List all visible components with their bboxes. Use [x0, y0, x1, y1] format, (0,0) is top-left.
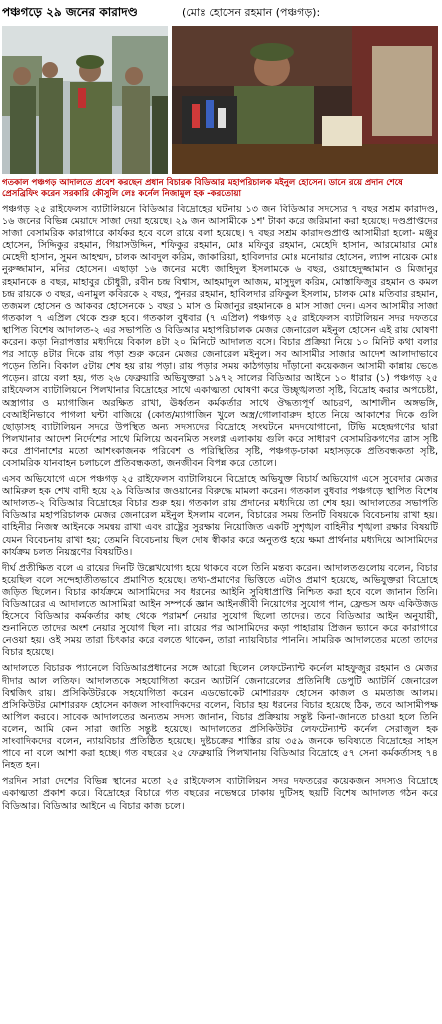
article-header: [2, 2, 438, 22]
paragraph: পরদিন সারা দেশের বিভিন্ন স্থানের মতো ২৫ রাইফেলস ব্যাটালিয়ন সদর দফতরের কয়েকজন সদস্যও বিদ্রোহে একাত্মতা প্রকাশ করে। বিদ্রোহের বিচারে গত বছরের নভেম্বরে ঢাকায় দুটিসহ ছয়টি বিশেষ আদালত গঠন করে বিডিআর। বিডিআর আইনে এ বিচার কাজ চলে।: [2, 776, 438, 812]
byline: (মোঃ হোসেন রহমান (পঞ্চগড়):: [181, 6, 321, 19]
paragraph: দীর্ঘ প্রতীক্ষিত বলে এ রায়ের দিনটি উল্লেখযোগ্য হয়ে থাকবে বলে তিনি মন্তব্য করেন। আদালতগুলোয় বলেন, বিচার হয়েছিল বলে সন্দেহাতীতভাবে প্রমাণিত হয়েছে। তথ্য-প্রমাণের ভিত্তিতে এটাও প্রমাণ হয়েছে, অভিযুক্তরা বিদ্রোহে জড়িত ছিলেন। বিচার কার্যক্রমে আসামিদের সব ধরনের আইনি সুবিধাপ্রাপ্তি নিশ্চিত করা হবে বলে জানান তিনি। বিডিআরের এ আদালতে আসামিরা আইন সম্পর্কে জ্ঞান আইনজীবী নিয়োগের সুযোগ পান, ফ্রেন্ডস অফ একিউজড হিসেবে বিডিআর কর্মকর্তার কাছ থেকে পরামর্শ নেয়ার সুযোগ ছিলো তাদের। তবে বিডিআর আইন অনুযায়ী, শুনানিতে তাদের অংশ নেয়ার সুযোগ ছিল না। রায়ের পর আসামিদের কড়া পাহারায় প্রিজন ভ্যানে করে কারাগারে নেওয়া হয়। ওই সময় তারা চিৎকার করে বলতে থাকেন, তারা ন্যায়বিচার পাননি। সামরিক আদালতের মতো তাদের বিচার হয়েছে।: [2, 562, 438, 659]
photo-caption: গতকাল পঞ্চগড় আদালতে প্রবেশ করছেন প্রধান বিচারক বিডিআর মহাপরিচালক মইনুল হোসেন। ডানে রয়ে প্রদান শেষে প্রেসব্রিফিং করেন সরকারি কৌসুলি লেঃ কর্নেল নিজামুল হক -করতোয়া: [2, 178, 403, 199]
article-body: [2, 204, 438, 1022]
photo-general-entering-court: [2, 26, 168, 174]
photo-press-briefing: [172, 26, 438, 174]
photo-strip: [2, 26, 438, 174]
headline: পঞ্চগড়ে ২৯ জনের কারাদণ্ড: [2, 5, 138, 19]
paragraph: এসব অভিযোগে এসে পঞ্চগড় ২৫ রাইফেলস ব্যাটালিয়নে বিদ্রোহে অভিযুক্ত বিচার্য অভিযোগ এসে সুবেদার মেজর আমিরুল হক শেখ বাদী হয়ে ২৯ বিডিআর জওয়ানের বিরুদ্ধে মামলা করেন। গতকাল বুধবার পঞ্চগড়ে স্থাপিত বিশেষ আদালত-২ বিডিআর বিদ্রোহের বিচার শুরু হয়। গতকাল রায় প্রদানের মধ্যদিয়ে তা শেষ হয়। আদালতের সভাপতি বিডিআর মহাপরিচালক মেজর জেনারেল মইনুল ইসলাম বলেন, বিচারের সময় তিনটি বিষয়কে বিবেচনায় রাখা হয়। বাহিনীর নিজস্ব আইনকে সমন্বয় রাখা এবং রাষ্ট্রের সুরক্ষায় নিয়োজিত একটি সুশৃঙ্খল বাহিনীর শৃঙ্খলা রক্ষার বিষয়টি যেমন বিবেচনায় রাখা হয়; তেমনি বিবেচনায় ছিল দোষ স্বীকার করে অনুতপ্ত হয়ে ক্ষমা প্রার্থনার মধ্যদিয়ে আসামিদের কার্যক্রম চলত নিয়ন্ত্রণের বিষয়টিও।: [2, 474, 438, 558]
paragraph: আদালতে বিচারক প্যানেলে বিডিআরপ্রধানের সঙ্গে আরো ছিলেন লেফটেন্যান্ট কর্নেল মাহফুজুর রহমান ও মেজর দীদার আল লতিফ। আদালতকে সহযোগিতা করেন অ্যাটর্নি জেনারেলের প্রতিনিধি ডেপুটি অ্যাটর্নি জেনারেল বিশ্বজিৎ রায়। প্রসিকিউটরকে সহযোগিতা করেন এডভোকেট মোশাররফ হোসেন কাজল ও মমতাজ আলম। প্রসিকিউটর মোশাররফ হোসেন কাজল সাংবাদিকদের বলেন, বিচার হয় ধরনের বিচার হয়েছে ঠিক, তবে আসামীপক্ষ আপিল করবে। সাবেক আদালতের অন্যতম সদস্য জানান, বিচার প্রক্রিয়ায় সন্তুষ্ট কিনা-জানতে চাওয়া হলে তিনি বলেন, আমি কেন সারা জাতি সন্তুষ্ট হয়েছে। আদালতের প্রসিকিউটর লেফটেন্যান্ট কর্নেল সেরাজুল হক সাংবাদিকদের বলেন, ন্যায়বিচার প্রতিষ্ঠিত হয়েছে। দুষ্টচক্রের শাস্তির রায় ৩৫৯ জনকে ভবিষ্যতে বিদ্রোহের সাহস পাবে না বলে আশা করা হচ্ছে। গত বছরের ২৫ ফেব্রুয়ারি পিলখানায় বিডিআর বিদ্রোহে ৫৭ সেনা কর্মকর্তাসহ ৭৪ নিহত হন।: [2, 663, 438, 772]
paragraph: পঞ্চগড় ২৫ রাইফেলস ব্যাটালিয়নে বিডিআর বিদ্রোহের ঘটনায় ১৩ জন বিডিআর সদস্যের ৭ বছর সশ্রম কারাদণ্ড, ১৬ জনের বিভিন্ন মেয়াদে সাজা দেয়া হয়েছে। ২৯ জন আসামীকে ১শ' টাকা করে জরিমানা করা হয়েছে। দণ্ডপ্রাপ্তদের সাজা বেসামরিক কারাগারে কার্যকর হবে বলে রায়ে বলা হয়েছে। ৭ বছর সশ্রম কারাদণ্ডপ্রাপ্ত আসামীরা হলো- মঞ্জুর হোসেন, সিদ্দিকুর রহমান, গিয়াসউদ্দিন, শফিকুর রহমান, মোঃ মফিবুর রহমান, মেহেদি হাসান, আরমোয়ার মোঃ মেহেদী হাসান, সুমন আহম্মদ, চালক আবদুল করিম, জাকারিয়া, হাবিলদার মোঃ মনোয়ার হোসেন, ল্যান্স নায়েক মোঃ নুরুজ্জামান, মনির হোসেন। এছাড়া ১৬ জনের মধ্যে জাহিদুল ইসলামকে ৬ বছর, ওয়াহেদুজ্জামান ও মিজানুর রহমানকে ৪ বছর, মাহাবুর চৌধুরী, রবীন চন্দ্র বিশ্বাস, আহমাদুল আজম, মাসুদুল করিম, মোস্তাফিজুর রহমান ও কমল চন্দ্র রায়কে ৩ বছর, এনামুল কবিরকে ২ বছর, পুনরর রহমান, হাবিলদার রফিকুল ইসলাম, চালক মোঃ মতিবার রহমান, তজমল হোসেন ও আকবর হোসেনকে ১ বছর ১ মাস ও মিজানুর রহমানকে ৪ মাস সাজা দেন। এসব আসামীর সাজা গতকাল ৭ এপ্রিল থেকে শুরু হবে। গতকাল বুধবার (৭ এপ্রিল) পঞ্চগড় ২৫ রাইফেলস ব্যাটালিয়ন সদর দফতরে স্থাপিত বিশেষ আদালত-২ এর সভাপতি ও বিডিআর মহাপরিচালক মেজর জেনারেল মইনুল হোসেন এই রায় ঘোষণা করেন। কড়া নিরাপত্তার মধ্যদিয়ে বিকাল ৪টা ২০ মিনিটে আদালত বসে। বিচার প্রক্রিয়া নিয়ে ১০ মিনিট কথা বলার পর সাড়ে ৪টার দিকে রায় পড়া শুরু করেন মেজর জেনারেল মইনুল। সব আসামীর সাজার আদেশ আলাদাভাবে পড়েন তিনি। বিকাল ৫টায় শেষ হয় রায় পড়া। রায় পড়ার সময় কাঠগড়ায় দাঁড়ানো কয়েকজন আসামী কান্নায় ভেঙে পড়েন। রায়ে বলা হয়, গত ২৬ ফেব্রুয়ারি অভিযুক্তরা ১৯৭২ সালের বিডিআর আইনে ১০ ধারার (১) পঞ্চগড় ২৫ রাইফেলস ব্যাটালিয়নে পিলখানার বিদ্রোহের সাথে একাত্মতা ঘোষণা করে উচ্ছৃঙ্খলতা সৃষ্টি, বিদ্রোহ করার অপচেষ্টা, অস্ত্রাগার ও ম্যাগাজিন অরক্ষিত রাখা, ঊর্ধ্বতন কর্মকর্তার সাথে ঔদ্ধত্যপূর্ণ আচরণ, আশালীন অঙ্গভঙ্গি, বেআইনিভাবে পাগলা ঘন্টা বাজিয়ে (কোত/ম্যাগাজিন খুলে অস্ত্র/গোলাবারুদ হাতে নিয়ে আকাশের দিকে গুলি ছোড়াসহ ব্যাটালিয়ন সদরে উপস্থিত অন্য সদস্যদের বিদ্রোহে সংঘটনে মদদযোগানো, টিভি মহেন্দ্রগণের দ্বারা পিলখানার আদেশ নির্দেশের সাথে মিলিয়ে অবনমিত সংলগ্ন এলাকায় গুলি করে সাধারণ বেসামরিকগণের ত্রাস সৃষ্টি করে প্রাণনাশের মতো আশংকাজনক পরিবেশ ও পরিস্থিতির সৃষ্টি, পঞ্চগড়-ঢাকা মহাসড়কে প্রতিবন্ধকতা সৃষ্টি, বেসামরিক যানবাহন চলাচলে প্রতিবন্ধকতা, জনজীবন বিপন্ন করে তোলে।: [2, 204, 438, 469]
